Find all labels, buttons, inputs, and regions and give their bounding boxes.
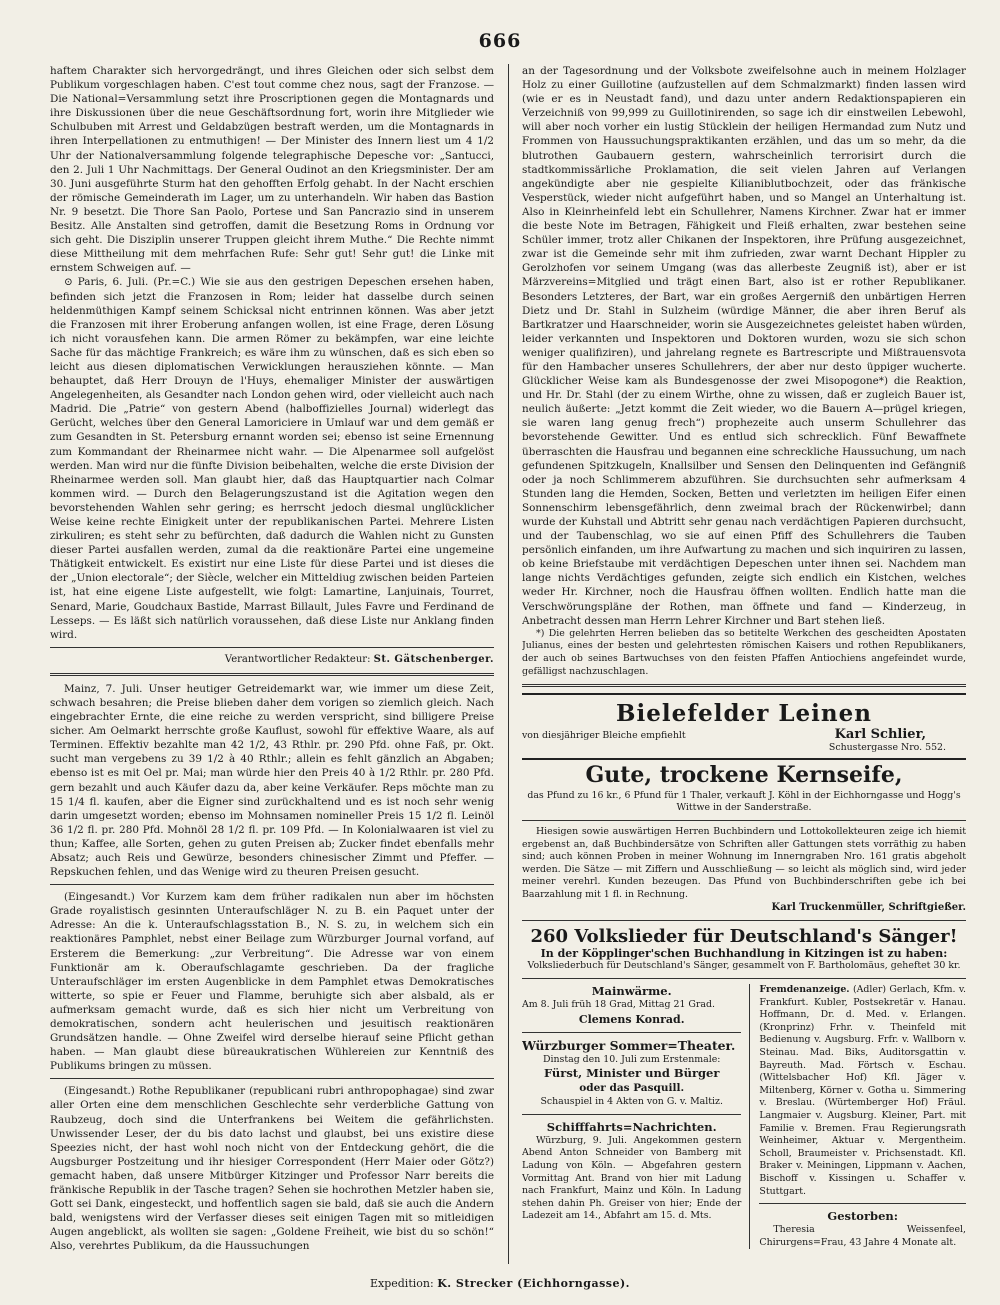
ad-typefounder-signature: Karl Truckenmüller, Schriftgießer. [771, 902, 966, 914]
page-number: 666 [478, 30, 522, 52]
divider [522, 1032, 741, 1033]
article-national-assembly: haftem Charakter sich hervorgedrängt, und ihres Gleichen oder sich selbst dem Publikum vorgeschlagen haben. C'est tout comme chez nous, sagt der Franzose. — Die National=Versammlung setzt ihre Proscriptionen gegen die Montagnards und ihre Diskussionen über die neue Geschäftsordnung fort, worin ihre Mitglieder wie Schulbuben mit Arrest und Geldabzügen bestraft werden, um die Montagnards in ihren Interpellationen zu entmuthigen! — Der Minister des Innern liest um 4 1/2 Uhr der Nationalversammlung folgende telegraphische Depesche vor: „Santucci, den 2. Juli 1 Uhr Nachmittags. Der General Oudinot an den Kriegsminister. Der am 30. Juni ausgeführte Sturm hat den gehofften Erfolg gehabt. In der Nacht erschien der römische Gemeinderath im Lager, um zu unterhandeln. Wir haben das Bastion Nr. 9 besetzt. Die Thore San Paolo, Portese und San Pancrazio sind in unserem Besitz. Alle Anstalten sind getroffen, damit die Besetzung Roms in Ordnung vor sich geht. Die Disziplin unserer Truppen gleicht ihrem Muthe.“ Die Rechte nimmt diese Mittheilung mit dem mehrfachen Rufe: Sehr gut! Sehr gut! die Linke mit ernstem Schweigen auf. — [50, 65, 494, 275]
subcolumn-left [522, 984, 750, 1249]
theater-author: Schauspiel in 4 Akten von G. v. Maltiz. [540, 1096, 723, 1108]
water-temperature-signature: Clemens Konrad. [578, 1012, 685, 1026]
shipping-text: Würzburg, 9. Juli. Angekommen gestern Abend Anton Schneider von Bamberg mit Ladung von Köln. — Abgefahren gestern Vormittag Ant. Brand von hier mit Ladung nach Frankfurt, Mainz und Köln. In Ladung stehen dahin Ph. Greiser von hier; Ende der Ladezeit am 14., Abfahrt am 15. d. Mts. [522, 1134, 742, 1222]
ad-typefounder-text: Hiesigen sowie auswärtigen Herren Buchbindern und Lottokollekteuren zeige ich hiemit ergebenst an, daß Buchbindersätze von Schriften aller Gattungen stets vorräthig zu haben sind; auch können Proben in meiner Wohnung im Innerngraben Nro. 161 gratis abgeholt werden. Die Sätze — mit Ziffern und Ausschließung — so leicht als möglich sind, wird jeder meiner verehrl. Kunden bezeugen. Das Pfund von Buchbinderschriften gebe ich bei Baarzahlung mit 1 fl. in Rechnung. [522, 825, 966, 900]
ad-merchant-name: Karl Schlier, [834, 727, 926, 743]
visitors-paragraph [759, 984, 966, 1198]
subcolumn-right [750, 984, 966, 1249]
left-column [50, 64, 494, 1269]
divider [759, 1203, 966, 1204]
ad-title: Bielefelder Leinen [616, 700, 872, 728]
divider [522, 820, 966, 821]
column-rule [508, 64, 509, 1264]
theater-heading: Würzburger Sommer=Theater. [522, 1037, 736, 1053]
ad-row [522, 727, 966, 742]
theater-play-subtitle: oder das Pasquill. [579, 1082, 685, 1095]
double-divider [522, 684, 966, 687]
ad-subtitle: von diesjähriger Bleiche empfiehlt [522, 729, 686, 741]
editor-label: Verantwortlicher Redakteur: [224, 653, 371, 665]
article-eingesandt-2: (Eingesandt.) Rothe Republikaner (republicani rubri anthropophagae) sind zwar aller Orten eine dem menschlichen Geschlechte sehr verderbliche Gattung von Raubzeug, doch sind die Unterfrankens bei Weitem die gefährlichsten. Unwissender Leser, der du bis dato lachst und glaubst, bei uns existire diese Speezies nicht, der hast wohl noch nicht von der Entdeckung gehört, die die Augsburger Postzeitung und ihr hiesiger Correspondent (Herr Maier oder Götz?) gemacht haben, daß unsere Mitbürger Kitzinger und Professor Narr bereits die fränkische Republik in der Tasche tragen? Sehen sie hochrothen Metzler haben sie, Gott sei Dank, eingesteckt, und hoffentlich sagen sie bald, daß sie auch die Andern bald, wenigstens wird der Verfasser dieses seit einigen Tagen mit so mitleidigen Augen angeblickt, als wollten sie sagen: „Goldene Freiheit, wie bist du so schön!“ Also, verehrtes Publikum, da die Haussuchungen [50, 1085, 494, 1253]
ad-songbook-title: 260 Volkslieder für Deutschland's Sänger! [530, 926, 958, 948]
theater-date: Dinstag den 10. Juli zum Erstenmale: [542, 1053, 721, 1065]
deaths-text: Theresia Weissenfeel, Chirurgens=Frau, 43 Jahre 4 Monate alt. [759, 1224, 966, 1248]
columns [50, 64, 966, 1269]
footer-label: Expedition: [369, 1277, 434, 1290]
article-continuation: an der Tagesordnung und der Volksbote zweifelsohne auch in meinem Holzlager Holz zu einer Guillotine (aufzustellen auf dem Schmalzmarkt) finden lassen wird (wie er es in Neustadt fand), und dazu unter andern Redaktionspapieren ein Verzeichniß von 99,999 zu Guillotinirenden, so sage ich dir einstweilen Lebewohl, will aber noch vorher ein lustig Stücklein der heiligen Hermandad zum Nutz und Frommen von Haussuchungspraktikanten erzählen, und das um so mehr, da die blutrothen Gaubauern gestern, wahrscheinlich terrorisirt durch die stadtkommissärliche Proklamation, die seit vielen Jahren auf Verlangen angekündigte aber nie gespielte Kilianiblutbochzeit, oder das fränkische Vesperstück, wieder nicht aufgeführt haben, und so Mangel an Unterhaltung ist. Also in Kleinrheinfeld lebt ein Schullehrer, Namens Kirchner. Zwar hat er immer die beste Note im Betragen, Fähigkeit und Fleiß erhalten, zwar bestehen seine Schüler immer, trotz aller Chikanen der Inspektoren, ihre Prüfung ausgezeichnet, zwar ist die Gemeinde sehr mit ihm zufrieden, zwar warnt Dechant Hippler zu Gerolzhofen vor seinem Umgang (was das allerbeste Zeugniß ist), aber er ist Märzvereins=Mitglied und trägt einen Bart, also ist er rother Republikaner. Besonders Letzteres, der Bart, war ein großes Aergerniß den unbärtigen Herren Dietz und Dr. Stahl in Sulzheim (würdige Männer, die aber ihren Beruf als Bartkratzer und Haarschneider, worin sie Ausgezeichnetes geleistet haben würden, leider verkannten und Inspektoren und Doktoren wurden, wozu sie sich schon weniger qualifiziren), und jahrelang regnete es Bartrescripte und Mißtrauensvota für den Hambacher unseres Schullehrers, der aber nur desto üppiger wucherte. Glücklicher Weise kam als Bundesgenosse der zwei Misopogone*) die Reaktion, und Hr. Dr. Stahl (der zu einem Wirthe, ohne zu wissen, daß er zugleich Bauer ist, neulich äußerte: „Jetzt kommt die Zeit wieder, wo die Bauern A—prügel kriegen, sie waren lang genug frech“) prophezeite auch unserm Schullehrer das bevorstehende Gewitter. Und es entlud sich schrecklich. Fünf Bewaffnete überraschten die Hausfrau und begannen eine schreckliche Haussuchung, um nach gefundenen Spitzkugeln, Knallsilber und Sensen den Delinquenten ind Gefängniß oder ja noch Schlimmerem abzuführen. Sie durchsuchten sehr aufmerksam 4 Stunden lang die Hemden, Socken, Betten und verletzten im heiligen Eifer einen Sonnenschirm lebensgefährlich, denn zweimal brach der Rückenwirbel; dann wurde der Kuhstall und Abtritt sehr genau nach verdächtigen Papieren durchsucht, und der Taubenschlag, wo sie auf einen Pfiff des Schullehrers die Tauben persönlich einfanden, um ihre Aufwartung zu machen und sich inquiriren zu lassen, ob keine Briefstaube mit verdächtigen Depeschen unter ihnen sei. Nachdem man lange nichts Verdächtiges gefunden, zeigte sich endlich ein Kistchen, welches weder Hr. Kirchner, noch die Hausfrau öffnen wollten. Endlich hatte man die Verschwörungspläne der Rothen, man öffnete und fand — Kinderzeug, in Anbetracht dessen man Herrn Lehrer Kirchner und Bart stehen ließ. [522, 65, 966, 627]
bottom-subcolumns [522, 984, 966, 1249]
divider [522, 978, 966, 979]
ad-soap-title: Gute, trockene Kernseife, [585, 761, 903, 788]
divider [522, 1114, 741, 1115]
shipping-heading: Schifffahrts=Nachrichten. [546, 1119, 717, 1134]
water-temperature-heading: Mainwärme. [591, 984, 672, 999]
theater-play-title: Fürst, Minister und Bürger [543, 1066, 720, 1081]
divider [50, 884, 494, 885]
editor-name: St. Gätschenberger. [373, 653, 494, 665]
footer-imprint [0, 1277, 1000, 1290]
divider [50, 1078, 494, 1079]
ad-bielefelder-leinen [522, 693, 966, 760]
visitors-heading: Fremdenanzeige. [759, 984, 850, 996]
divider [50, 647, 494, 648]
water-temperature-text: Am 8. Juli früh 18 Grad, Mittag 21 Grad. [522, 999, 715, 1011]
article-eingesandt-1: (Eingesandt.) Vor Kurzem kam dem früher radikalen nun aber im höchsten Grade royalistisch gesinnten Unteraufschläger N. zu B. ein Paquet unter der Adresse: An die k. Unteraufschlagsstation B., N. S. zu, in welchem sich ein reaktionäres Pamphlet, nebst einer Beilage zum Würzburger Journal vorfand, auf Ersterem die Bemerkung: „zur Verbreitung“. Die Adresse war von einem Funktionär am k. Oberaufschlagamte geschrieben. Da der fragliche Unteraufschläger im ersten Augenblicke in dem Pamphlet etwas Demokratisches witterte, so spie er Feuer und Flamme, beruhigte sich aber alsbald, als er aufmerksam gemacht wurde, daß es sich hier nicht um Verbreitung von demokratischen, sondern acht heulerischen und jesuitisch reaktionären Grundsätzen handle. — Ohne Zweifel wird derselbe hierauf seine Pflicht gethan haben. — Man glaubt diese büreaukratischen Wühlereien zur Kenntniß des Publikums bringen zu müssen. [50, 891, 494, 1073]
double-divider [50, 673, 494, 676]
deaths-heading: Gestorben: [827, 1209, 898, 1224]
article-mainz-market: Mainz, 7. Juli. Unser heutiger Getreidemarkt war, wie immer um diese Zeit, schwach besahren; die Preise blieben daher dem vorigen so ziemlich gleich. Nach eingebrachter Ernte, die eine reiche zu werden verspricht, sind billigere Preise sicher. Am Oelmarkt herrschte große Kauflust, sowohl für effektive Waare, als auf Terminen. Effektiv bezahlte man 42 1/2, 43 Rthlr. pr. 290 Pfd. ohne Faß, pr. Okt. sucht man vergebens zu 39 1/2 à 40 Rthlr.; allein es fehlt gänzlich an Abgaben; ebenso ist es mit Oel pr. Mai; man würde hier den Preis 40 à 1/2 Rthlr. pr. 280 Pfd. gern bezahlt und auch Käufer dazu da, aber keine Verkäufer. Reps möchte man zu 15 1/4 fl. kaufen, aber die Eigner sind zurückhaltend und es ist noch sehr wenig darin umgesetzt worden; ebenso im Mohnsamen nomineller Preis 15 1/2 fl. Leinöl 36 1/2 fl. pr. 280 Pfd. Mohnöl 28 1/2 fl. pr. 109 Pfd. — In Kolonialwaaren ist viel zu thun; Kaffee, alle Sorten, gehen zu guten Preisen ab; Zucker findet ebenfalls mehr Absatz; auch Reis und Gewürze, besonders chinesischer Zimmt und Pfeffer. — Repskuchen fehlen, und das Wenige wird zu theuren Preisen gesucht. [50, 682, 494, 879]
footer-name: K. Strecker (Eichhorngasse). [437, 1277, 630, 1290]
editor-line [50, 653, 494, 667]
ad-soap-text: das Pfund zu 16 kr., 6 Pfund für 1 Thaler, verkauft J. Köhl in der Eichhorngasse und Hogg's Wittwe in der Sanderstraße. [527, 789, 961, 814]
ad-address: Schustergasse Nro. 552. [828, 742, 946, 754]
footnote: *) Die gelehrten Herren belieben das so betitelte Werkchen des gescheidten Apostaten Julianus, eines der besten und gelehrtesten römischen Kaisers und rothen Republikaners, der auch ob seines Bartwuchses von den feisten Pfaffen Antiochiens angefeindet wurde, gefälligst nachzuschlagen. [522, 627, 966, 677]
ad-songbook-text: Volksliederbuch für Deutschland's Sänger, gesammelt von F. Bartholomäus, geheftet 30 kr. [527, 960, 961, 972]
right-column [522, 64, 966, 1269]
article-paris: ⊙ Paris, 6. Juli. (Pr.=C.) Wie sie aus den gestrigen Depeschen ersehen haben, befinden sich jetzt die Franzosen in Rom; leider hat dasselbe durch seinen heldenmüthigen Kampf seinem Schicksal nicht entrinnen können. Was aber jetzt die Franzosen mit ihrer Eroberung anfangen wollen, ist eine Frage, deren Lösung ich nicht vorausfehen kann. Die armen Römer zu bekämpfen, war eine leichte Sache für das mächtige Frankreich; es wäre ihm zu wünschen, daß es sich eben so leicht aus diesen diplomatischen Verwicklungen herausziehen könnte. — Man behauptet, daß Herr Drouyn de l'Huys, ehemaliger Minister der auswärtigen Angelegenheiten, als Gesandter nach London gehen wird, oder vielleicht auch nach Madrid. Die „Patrie“ von gestern Abend (halboffizielles Journal) widerlegt das Gerücht, welches über den General Lamoriciere in Umlauf war und dem gemäß er zum Gesandten in St. Petersburg ernannt worden sei; ebenso ist seine Ernennung zum Kommandant der Rheinarmee nicht wahr. — Die Alpenarmee soll aufgelöst werden. Man wird nur die fünfte Division beibehalten, welche die erste Division der Rheinarmee werden soll. Man glaubt hier, daß das Hauptquartier nach Colmar kommen wird. — Durch den Belagerungszustand ist die Agitation wegen den bevorstehenden Wahlen sehr gering; es herrscht jedoch diesmal unglücklicher Weise keine rechte Einigkeit unter der republikanischen Partei. Mehrere Listen zirkuliren; es steht sehr zu befürchten, daß dadurch die Wahlen nicht zu Gunsten dieser Partei ausfallen werden, zumal da die reaktionäre Partei eine ungemeine Thätigkeit entwickelt. Es existirt nur eine Liste für diese Partei und ist dieses die der „Union electorale“; der Siècle, welcher ein Mitteldiug zwischen beiden Parteien ist, hat eine eigene Liste aufgestellt, wie folgt: Lamartine, Lanjuinais, Tourret, Senard, Marie, Goudchaux Bastide, Marrast Billault, Jules Favre und Ferdinand de Lesseps. — Es läßt sich natürlich voraussehen, daß diese Liste nur Anklang finden wird. [50, 276, 494, 641]
ad-songbook-line: In der Köpplinger'schen Buchhandlung in Kitzingen ist zu haben: [540, 947, 948, 961]
visitors-text: (Adler) Gerlach, Kfm. v. Frankfurt. Kubler, Postsekretär v. Hanau. Hoffmann, Dr. d. Med. v. Erlangen. (Kronprinz) Frhr. v. Theinfeld mit Bedienung v. Augsburg. Frfr. v. Wallborn v. Steinau. Mad. Biks, Auditorsgattin v. Bayreuth. Mad. Förtsch v. Eschau. (Wittelsbacher Hof) Kfl. Jäger v. Miltenberg, Körner v. Gotha u. Simmering v. Breslau. (Würtemberger Hof) Fräul. Langmaier v. Augsburg. Kleiner, Part. mit Familie v. Bremen. Frau Regierungsrath Weinheimer, Aktuar v. Mergentheim. Scholl, Braumeister v. Prichsenstadt. Kfl. Braker v. Meiningen, Lippmann v. Aachen, Bischoff v. Kissingen u. Schaffer v. Stuttgart. [759, 984, 966, 1197]
divider [522, 920, 966, 921]
